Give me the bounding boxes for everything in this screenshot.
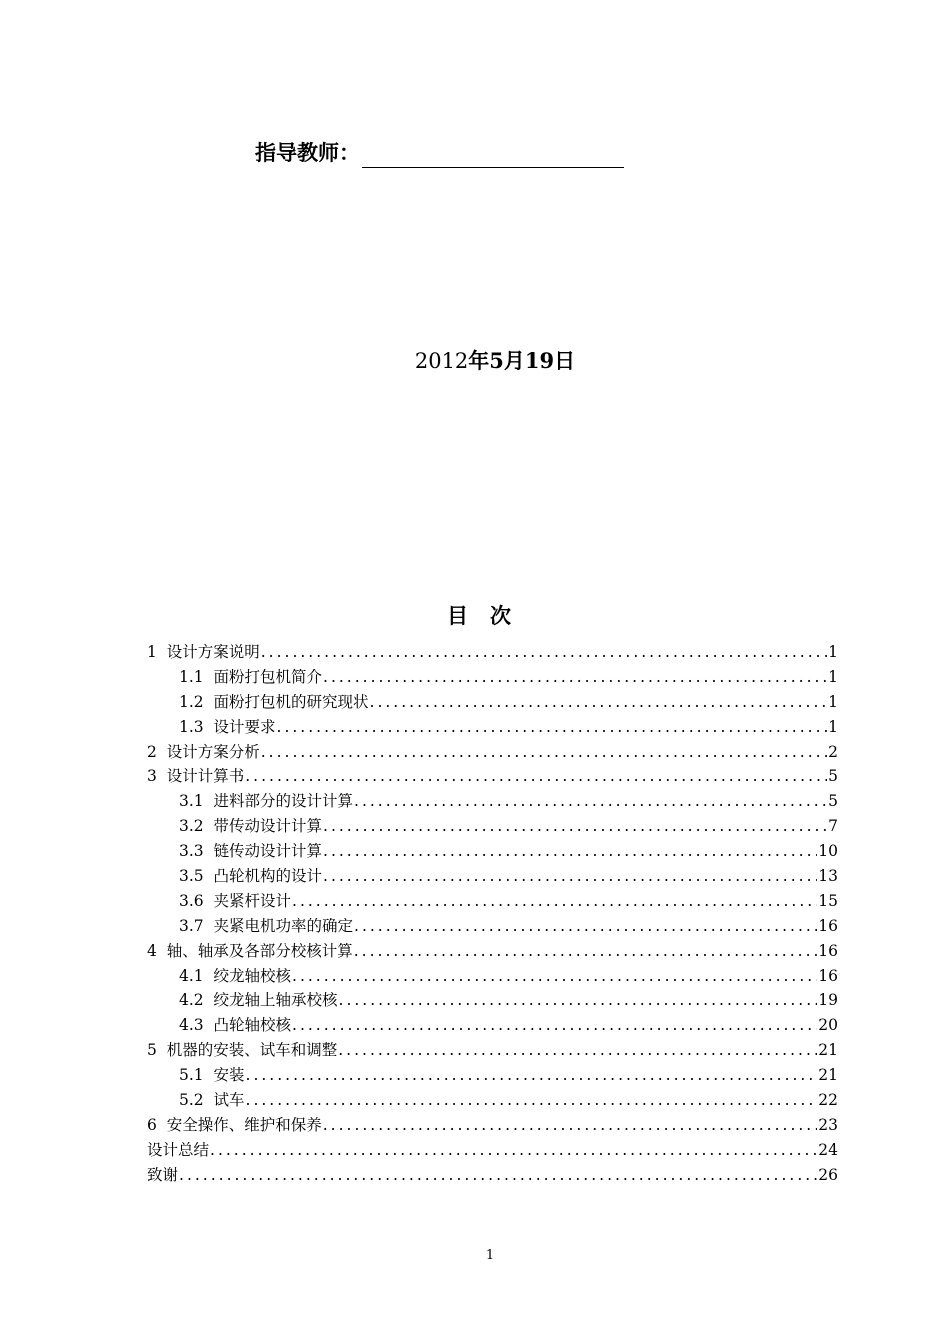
toc-entry-number: 3.1: [179, 792, 204, 811]
toc-entry-number: 2: [147, 742, 157, 761]
toc-entry-title: 设计要求: [213, 717, 276, 736]
toc-entry-label: [179, 715, 276, 740]
toc-entry-number: 3.6: [179, 891, 204, 910]
toc-dot-leader: [323, 864, 817, 889]
page-number: 1: [485, 1248, 495, 1263]
toc-entry-label: [179, 988, 338, 1013]
toc-entry-title: 致谢: [147, 1165, 179, 1184]
document-date: [0, 345, 950, 377]
toc-dot-leader: [210, 1138, 817, 1163]
toc-dot-leader: [370, 690, 828, 715]
toc-entry[interactable]: [147, 889, 838, 914]
toc-entry-title: 设计方案分析: [166, 742, 260, 761]
toc-entry-label: [147, 740, 260, 765]
toc-entry[interactable]: [147, 1013, 838, 1038]
toc-entry[interactable]: [147, 1038, 838, 1063]
toc-entry-number: 4.3: [179, 1016, 204, 1035]
toc-entry-page: 15: [818, 891, 838, 910]
toc-entry-page: 16: [818, 966, 838, 985]
toc-entry-label: [147, 1113, 322, 1138]
toc-entry-label: [147, 1163, 178, 1188]
toc-entry-page: 21: [818, 1041, 838, 1060]
toc-entry-title: 设计总结: [147, 1140, 210, 1159]
toc-entry-page: 5: [828, 792, 838, 811]
toc-entry[interactable]: [147, 964, 838, 989]
toc-dot-leader: [323, 1113, 818, 1138]
toc-entry[interactable]: [147, 1113, 838, 1138]
toc-dot-leader: [323, 839, 817, 864]
date-month-unit: 月: [503, 348, 525, 373]
toc-dot-leader: [261, 640, 827, 665]
toc-entry[interactable]: [147, 1088, 838, 1113]
toc-entry-page: 1: [828, 717, 838, 736]
toc-entry-number: 5.2: [179, 1091, 204, 1110]
toc-entry-label: [147, 1138, 209, 1163]
toc-dot-leader: [323, 665, 827, 690]
toc-entry-number: 1.1: [179, 667, 204, 686]
toc-entry-label: [179, 1013, 291, 1038]
date-year: 2012: [414, 349, 469, 373]
toc-entry-page: 10: [818, 842, 838, 861]
toc-entry[interactable]: [147, 740, 838, 765]
toc-entry-number: 4.2: [179, 991, 204, 1010]
toc-entry-number: 3.7: [179, 916, 204, 935]
toc-dot-leader: [339, 988, 818, 1013]
toc-entry-title: 安全操作、维护和保养: [166, 1115, 322, 1134]
toc-dot-leader: [292, 1013, 817, 1038]
advisor-signature: [255, 138, 624, 168]
toc-entry-number: 3.2: [179, 817, 204, 836]
toc-entry[interactable]: [147, 715, 838, 740]
toc-entry-title: 机器的安装、试车和调整: [166, 1041, 338, 1060]
toc-entry-number: 1: [147, 643, 157, 661]
advisor-signature-line: [362, 143, 624, 168]
toc-dot-leader: [354, 914, 817, 939]
toc-entry-number: 3.5: [179, 867, 204, 886]
toc-title: 目次: [447, 604, 533, 628]
toc-entry-title: 轴、轴承及各部分校核计算: [166, 941, 353, 960]
toc-entry-label: [179, 814, 322, 839]
toc-entry-page: 22: [818, 1091, 838, 1110]
date-year-unit: 年: [468, 348, 490, 373]
toc-entry-title: 设计计算书: [166, 767, 245, 786]
toc-entry-title: 设计方案说明: [166, 643, 260, 661]
table-of-contents: [147, 640, 838, 1188]
toc-entry-page: 1: [828, 692, 838, 711]
toc-entry-label: [179, 789, 353, 814]
toc-entry-label: [179, 964, 291, 989]
toc-entry-label: [147, 640, 260, 665]
toc-entry-title: 面粉打包机的研究现状: [213, 692, 369, 711]
toc-entry-label: [179, 889, 291, 914]
toc-entry-page: 5: [828, 767, 838, 786]
toc-entry-number: 3.3: [179, 842, 204, 861]
toc-entry[interactable]: [147, 939, 838, 964]
toc-entry-page: 19: [818, 991, 838, 1010]
toc-entry-title: 带传动设计计算: [213, 817, 323, 836]
toc-entry[interactable]: [147, 1163, 838, 1188]
toc-dot-leader: [354, 789, 827, 814]
toc-entry-label: [179, 690, 369, 715]
toc-entry-page: 20: [818, 1016, 838, 1035]
toc-entry-number: 5: [147, 1041, 157, 1060]
toc-dot-leader: [179, 1163, 817, 1188]
toc-entry-label: [179, 864, 322, 889]
toc-entry-label: [179, 1063, 245, 1088]
toc-entry[interactable]: [147, 914, 838, 939]
date-month: 5: [489, 348, 504, 373]
toc-entry-title: 安装: [213, 1066, 245, 1085]
toc-entry-label: [179, 839, 322, 864]
toc-entry-title: 试车: [213, 1091, 245, 1110]
toc-entry-label: [179, 665, 322, 690]
toc-entry-page: 1: [828, 667, 838, 686]
toc-entry-page: 21: [818, 1066, 838, 1085]
toc-entry-page: 7: [828, 817, 838, 836]
date-day-unit: 日: [554, 348, 576, 373]
toc-entry[interactable]: [147, 1063, 838, 1088]
toc-entry-title: 凸轮机构的设计: [213, 867, 323, 886]
toc-entry[interactable]: [147, 690, 838, 715]
toc-entry-page: 2: [828, 742, 838, 761]
toc-entry-page: 16: [818, 941, 838, 960]
toc-entry[interactable]: [147, 789, 838, 814]
toc-entry[interactable]: [147, 640, 838, 665]
toc-entry-title: 凸轮轴校核: [213, 1016, 292, 1035]
toc-dot-leader: [292, 964, 817, 989]
toc-dot-leader: [245, 764, 827, 789]
toc-entry-number: 1.3: [179, 717, 204, 736]
toc-entry-page: 1: [828, 643, 838, 661]
toc-dot-leader: [354, 939, 818, 964]
toc-entry-title: 绞龙轴校核: [213, 966, 292, 985]
toc-entry[interactable]: [147, 988, 838, 1013]
toc-entry-page: 13: [818, 867, 838, 886]
toc-dot-leader: [277, 715, 828, 740]
toc-entry-title: 夹紧杆设计: [213, 891, 292, 910]
toc-entry-title: 夹紧电机功率的确定: [213, 916, 354, 935]
toc-dot-leader: [338, 1038, 817, 1063]
toc-entry-label: [147, 939, 353, 964]
toc-entry-label: [179, 1088, 245, 1113]
toc-entry-label: [147, 1038, 337, 1063]
toc-entry-title: 绞龙轴上轴承校核: [213, 991, 338, 1010]
toc-entry-page: 23: [818, 1115, 838, 1134]
toc-dot-leader: [246, 1063, 818, 1088]
toc-entry-page: 26: [818, 1165, 838, 1184]
toc-entry[interactable]: [147, 665, 838, 690]
toc-entry-page: 16: [818, 916, 838, 935]
toc-entry-page: 24: [818, 1140, 838, 1159]
toc-entry[interactable]: [147, 839, 838, 864]
toc-entry-number: 3: [147, 767, 157, 786]
toc-entry[interactable]: [147, 814, 838, 839]
toc-entry-title: 进料部分的设计计算: [213, 792, 354, 811]
toc-entry[interactable]: [147, 1138, 838, 1163]
toc-dot-leader: [292, 889, 817, 914]
toc-entry-number: 4.1: [179, 966, 204, 985]
toc-entry-label: [147, 764, 244, 789]
toc-entry-number: 5.1: [179, 1066, 204, 1085]
toc-dot-leader: [246, 1088, 818, 1113]
toc-entry-label: [179, 914, 353, 939]
advisor-label: 指导教师：: [255, 141, 360, 165]
toc-entry-number: 4: [147, 941, 157, 960]
date-day: 19: [524, 348, 555, 373]
toc-entry-title: 链传动设计计算: [213, 842, 323, 861]
toc-entry-number: 1.2: [179, 692, 204, 711]
toc-entry[interactable]: [147, 864, 838, 889]
toc-entry[interactable]: [147, 764, 838, 789]
toc-entry-title: 面粉打包机简介: [213, 667, 323, 686]
toc-dot-leader: [261, 740, 827, 765]
toc-entry-number: 6: [147, 1115, 157, 1134]
toc-dot-leader: [323, 814, 827, 839]
